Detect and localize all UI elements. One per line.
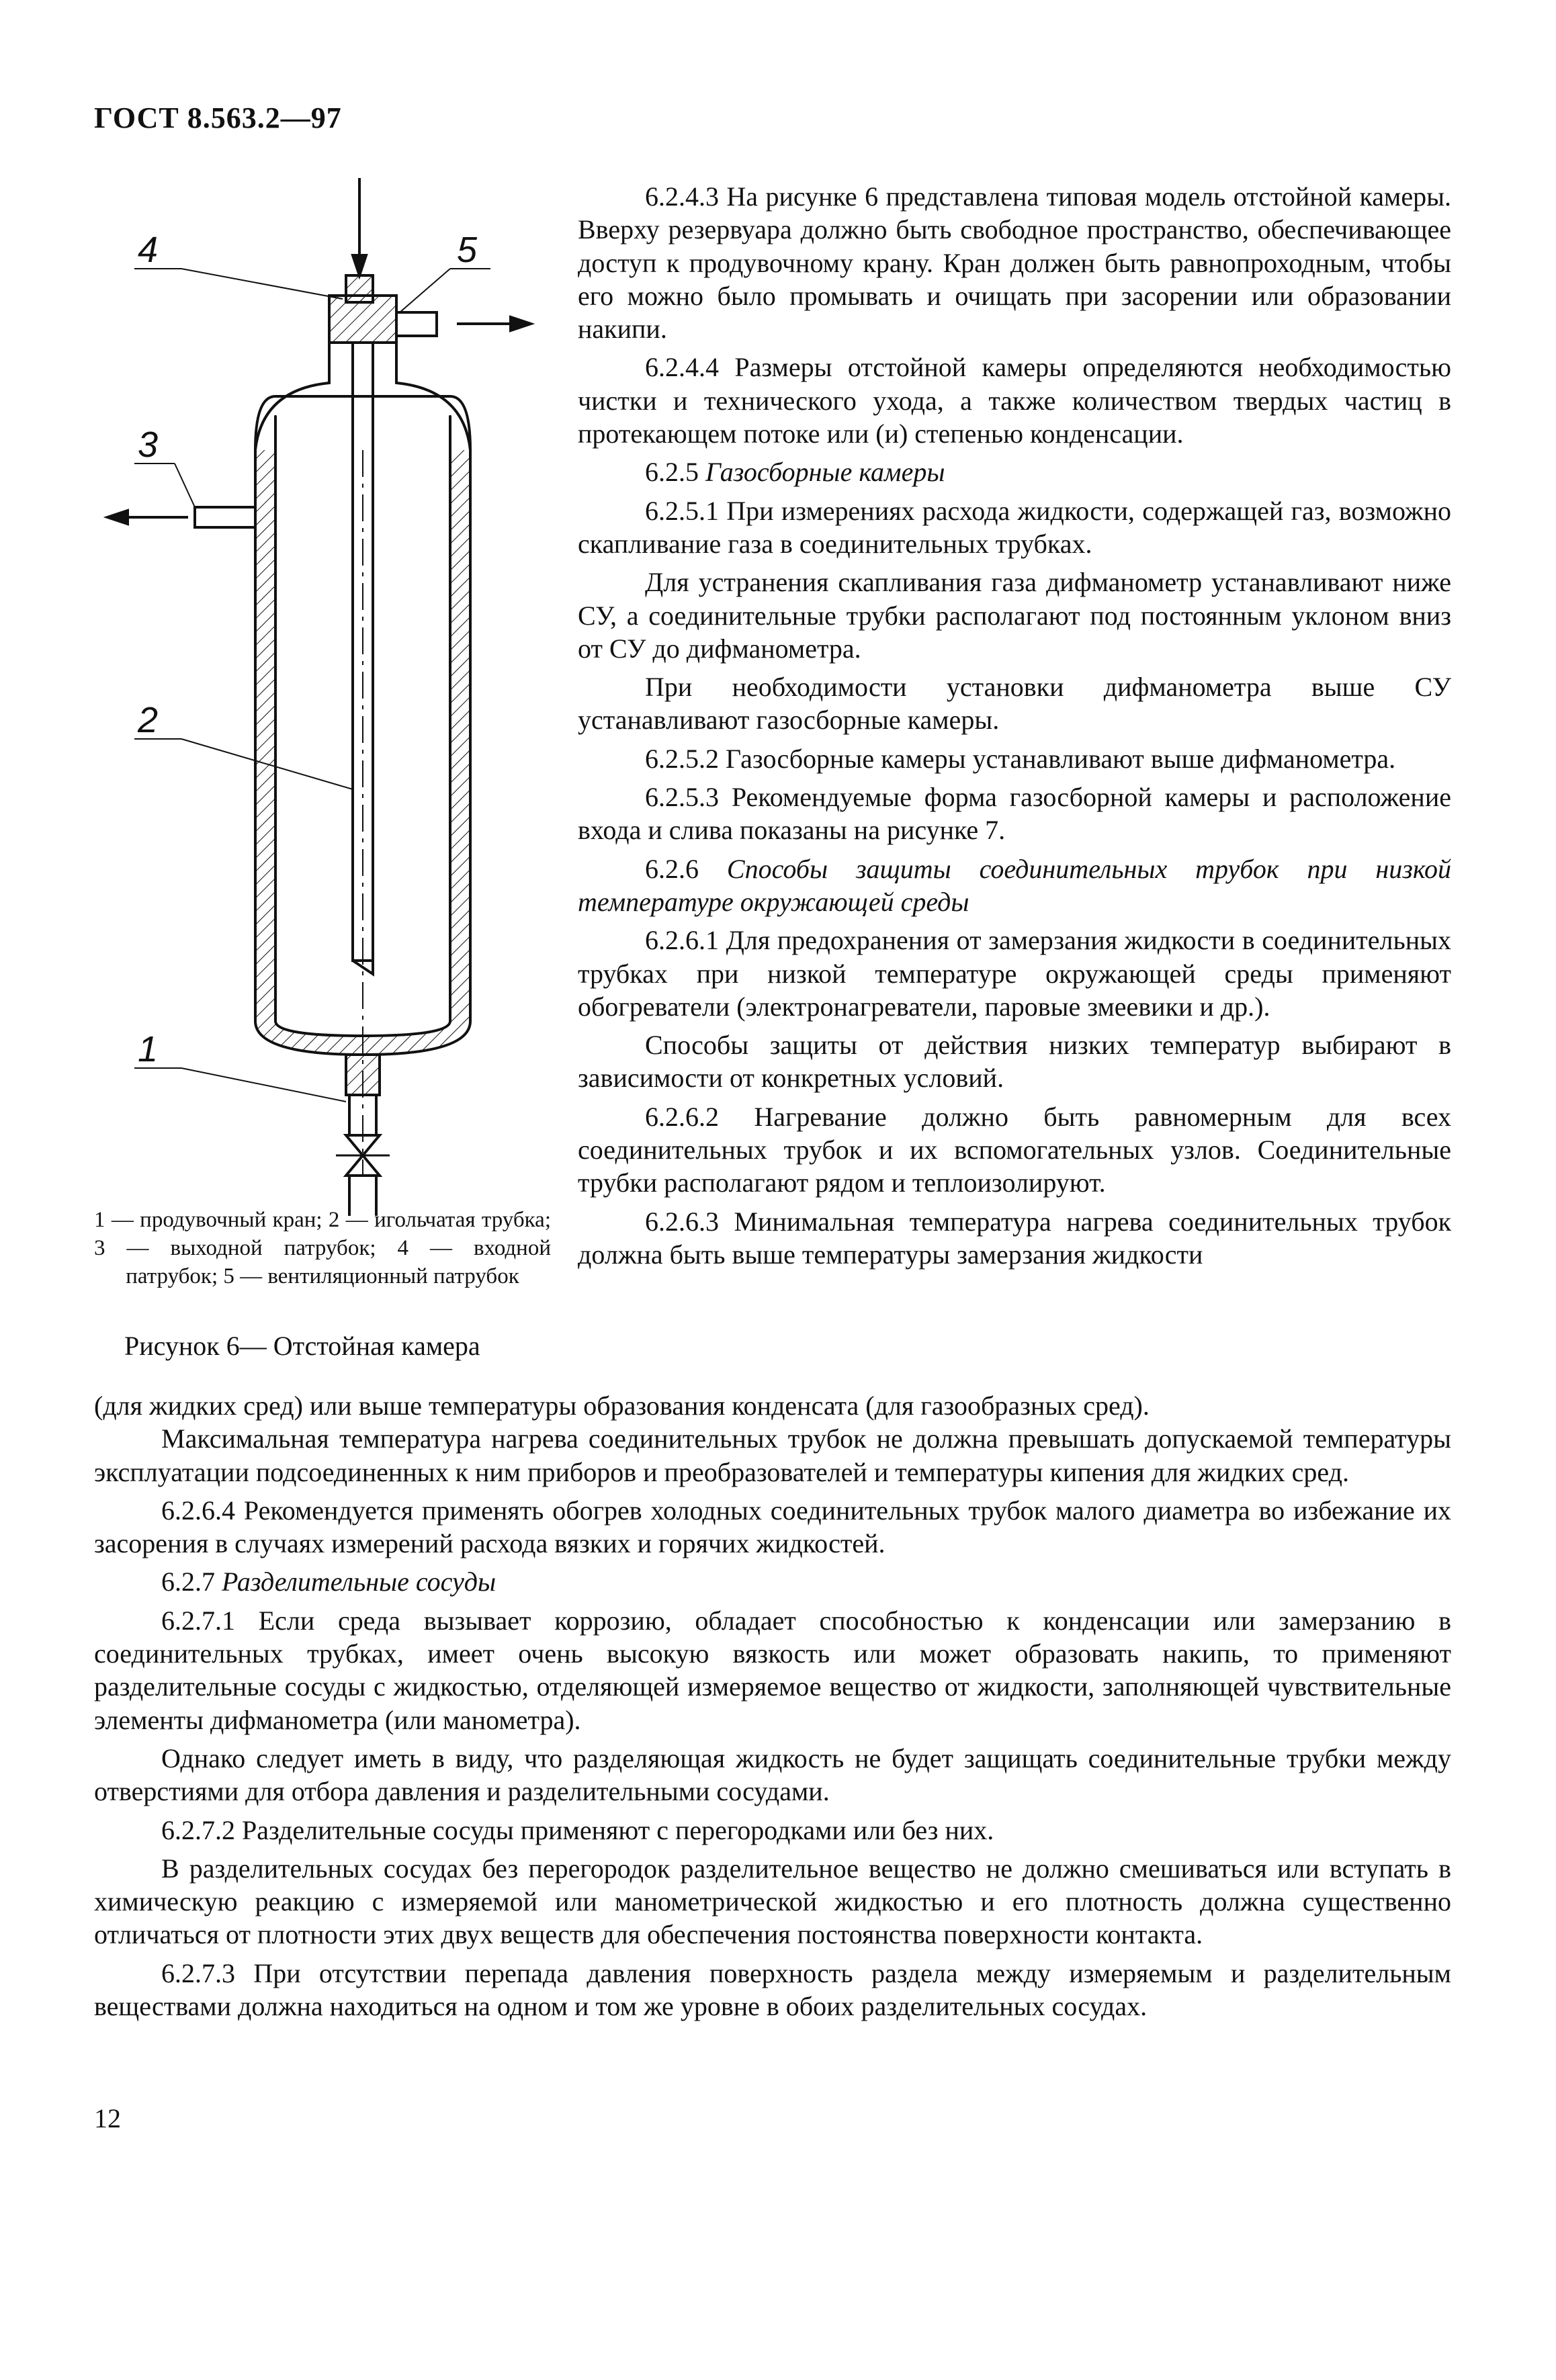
- document-header: ГОСТ 8.563.2—97: [94, 101, 342, 134]
- right-column-text: [578, 180, 1451, 1271]
- paragraph: 6.2.7.3 При отсутствии перепада давления поверхность раздела между измеряемым и разделительным веществами должна находиться на одном и том же уровне в обоих разделительных сосудах.: [94, 1957, 1451, 2022]
- settling-chamber-drawing: [94, 168, 564, 1223]
- paragraph: Способы защиты от действия низких температур выбирают в зависимости от конкретных условий.: [578, 1030, 1451, 1094]
- paragraph: 6.2.6.1 Для предохранения от замерзания жидкости в соединительных трубках при низкой температуре окружающей среды применяют обогреватели (электронагреватели, паровые змеевики и др.).: [578, 925, 1451, 1022]
- paragraph: Однако следует иметь в виду, что разделяющая жидкость не будет защищать соединительные трубки между отверстиями для отбора давления и разделительными сосудами.: [94, 1743, 1451, 1807]
- paragraph: 6.2.5.1 При измерениях расхода жидкости, содержащей газ, возможно скапливание газа в соединительных трубках.: [578, 495, 1451, 559]
- section-heading-6-2-6: [578, 852, 1451, 919]
- left-wall-hatch: [255, 450, 275, 1021]
- paragraph: 6.2.6.4 Рекомендуется применять обогрев холодных соединительных трубок малого диаметра во избежание их засорения в случаях измерений расхода вязких и горячих жидкостей.: [94, 1495, 1451, 1559]
- paragraph: 6.2.4.3 На рисунке 6 представлена типовая модель отстойной камеры. Вверху резервуара должно быть свободное пространство, обеспечивающее доступ к продувочному крану. Кран должен быть равнопроходным, чтобы его можно было промывать и очищать при засорении или образовании накипи.: [578, 181, 1451, 345]
- figure-legend: 1 — продувочный кран; 2 — игольчатая трубка; 3 — выходной патрубок; 4 — входной патрубок; 5 — вентиляционный патрубок: [94, 1208, 551, 1288]
- paragraph: 6.2.6.3 Минимальная температура нагрева соединительных трубок должна быть выше температуры замерзания жидкости: [578, 1206, 1451, 1270]
- label-4: 4: [138, 230, 159, 270]
- section-heading-6-2-7: [94, 1565, 1451, 1598]
- section-number: 6.2.5: [645, 457, 699, 488]
- label-5: 5: [457, 230, 478, 270]
- section-number: 6.2.7: [161, 1567, 215, 1597]
- paragraph: При необходимости установки дифманометра выше СУ устанавливают газосборные камеры.: [578, 672, 1451, 736]
- paragraph: 6.2.5.3 Рекомендуемые форма газосборной камеры и расположение входа и слива показаны на рисунке 7.: [578, 782, 1451, 846]
- paragraph: 6.2.6.2 Нагревание должно быть равномерным для всех соединительных трубок и их вспомогательных узлов. Соединительные трубки располагают рядом и теплоизолируют.: [578, 1101, 1451, 1198]
- label-1: 1: [138, 1029, 159, 1069]
- page-number: 12: [94, 2103, 121, 2133]
- paragraph-continuation: (для жидких сред) или выше температуры образования конденсата (для газообразных сред).: [94, 1391, 1150, 1421]
- section-title: Газосборные камеры: [705, 457, 945, 488]
- section-number: 6.2.6: [645, 853, 699, 884]
- section-title: Способы защиты соединительных трубок при низкой температуре окружающей среды: [578, 853, 1452, 917]
- paragraph: 6.2.7.2 Разделительные сосуды применяют с перегородками или без них.: [161, 1814, 994, 1845]
- label-3: 3: [138, 425, 159, 465]
- paragraph: В разделительных сосудах без перегородок разделительное вещество не должно смешиваться или вступать в химическую реакцию с измеряемой или манометрической жидкостью и его плотность должна существенно отличаться от плотности этих двух веществ для обеспечения постоянства поверхности контакта.: [94, 1853, 1451, 1950]
- paragraph: Для устранения скапливания газа дифманометр устанавливают ниже СУ, а соединительные трубки располагают под постоянным уклоном вниз от СУ до дифманометра.: [578, 567, 1451, 664]
- figure-caption: Рисунок 6— Отстойная камера: [124, 1331, 480, 1361]
- paragraph: Максимальная температура нагрева соединительных трубок не должна превышать допускаемой температуры эксплуатации подсоединенных к ним приборов и преобразователей и температуры кипения для жидких сред.: [94, 1423, 1451, 1487]
- paragraph: 6.2.5.2 Газосборные камеры устанавливают выше дифманометра.: [645, 743, 1396, 774]
- label-2: 2: [138, 700, 159, 740]
- paragraph: 6.2.4.4 Размеры отстойной камеры определяются необходимостью чистки и технического ухода, а также количеством твердых частиц в протекающем потоке или (и) степенью конденсации.: [578, 352, 1451, 449]
- right-wall-hatch: [450, 450, 470, 1021]
- paragraph: 6.2.7.1 Если среда вызывает коррозию, обладает способностью к конденсации или замерзанию в соединительных трубках, имеет очень высокую вязкость или может образовать накипь, то применяют разделительные сосуды с жидкостью, отделяющей измеряемое вещество от жидкости, заполняющей чувствительные элементы дифманометра (или манометра).: [94, 1605, 1451, 1735]
- full-width-text: [94, 1389, 1451, 2023]
- section-title: Разделительные сосуды: [222, 1567, 496, 1597]
- section-heading-6-2-5: [578, 455, 1451, 488]
- figure-6-settling-chamber: [94, 168, 564, 1223]
